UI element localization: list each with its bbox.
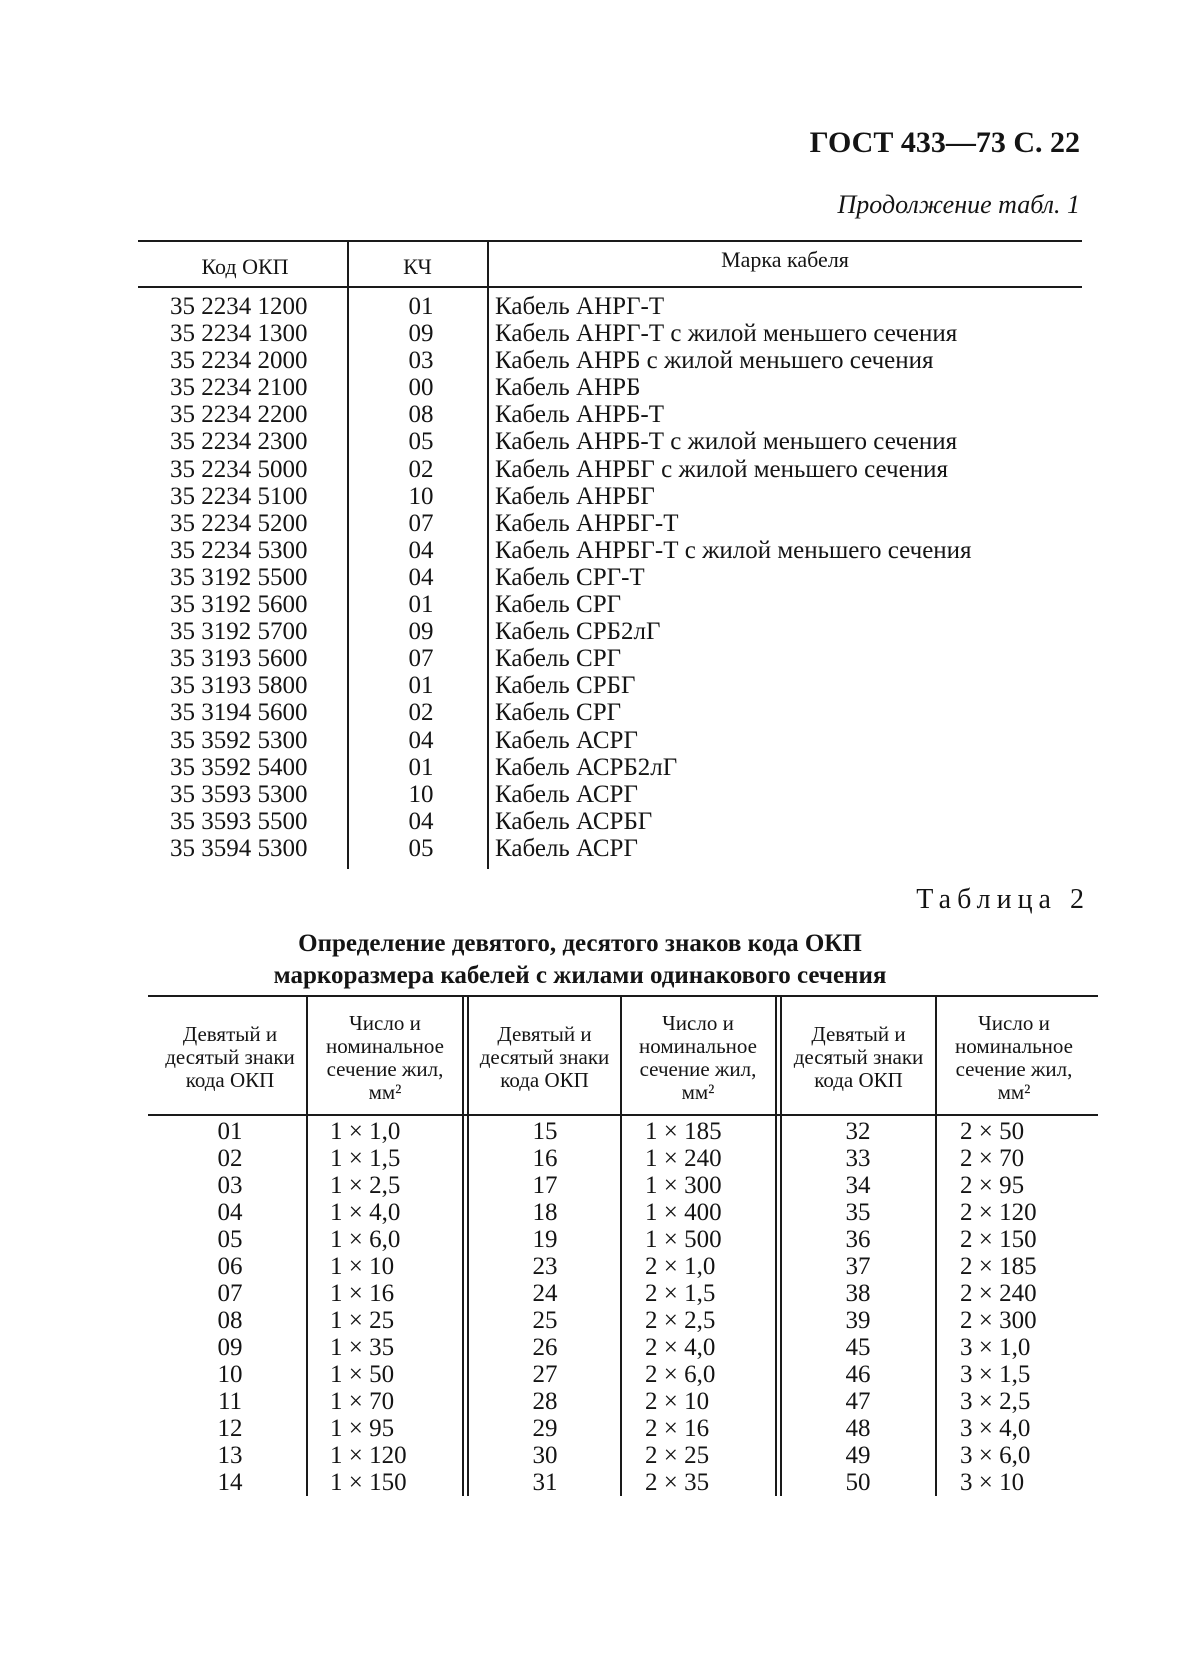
table2-value-cell: 2 × 35 (645, 1469, 710, 1496)
table1-kch-cell: 03 (408, 347, 434, 375)
table2-group-divider-2a (775, 996, 777, 1496)
table2-digits-cell: 28 (532, 1388, 558, 1415)
table2-digits-cell: 01 (217, 1118, 243, 1145)
table2-digits-cell: 04 (217, 1199, 243, 1226)
table2-value-cell: 1 × 240 (645, 1145, 722, 1172)
table1-kch-cell: 01 (408, 753, 434, 781)
table1-row (140, 672, 1080, 699)
table2-value-cell: 1 × 50 (330, 1361, 395, 1388)
table1-row (140, 483, 1080, 510)
table1-kch-cell: 04 (408, 563, 434, 591)
table2-group-divider-1a (462, 996, 464, 1496)
table1-row (140, 320, 1080, 347)
table2-value-cell: 1 × 4,0 (330, 1199, 401, 1226)
table1-top-rule (138, 240, 1082, 242)
table2-value-cell: 2 × 95 (960, 1172, 1025, 1199)
table1-code-cell: 35 2234 2200 (170, 401, 308, 429)
table1-mark-cell: Кабель АНРГ-Т с жилой меньшего сечения (495, 320, 958, 348)
table2-digits-cell: 31 (532, 1469, 558, 1496)
table2-value-cell: 2 × 120 (960, 1199, 1037, 1226)
table1-row (140, 293, 1080, 320)
table2-header-value-1: Число и номинальное сечение жил, мм² (326, 1010, 444, 1104)
table1-header-mark: Марка кабеля (721, 247, 849, 272)
table1-kch-cell: 04 (408, 536, 434, 564)
table2-value-cell: 1 × 25 (330, 1307, 395, 1334)
table1-kch-cell: 01 (408, 672, 434, 700)
table1-row (140, 510, 1080, 537)
table1-code-cell: 35 3194 5600 (170, 699, 308, 727)
table2-value-cell: 1 × 185 (645, 1118, 722, 1145)
table1-row (140, 808, 1080, 835)
table2-digits-cell: 12 (217, 1415, 243, 1442)
table1-kch-cell: 01 (408, 591, 434, 619)
table2-value-cell: 2 × 16 (645, 1415, 710, 1442)
table1-mark-cell: Кабель СРБ2лГ (495, 618, 661, 646)
table2-value-cell: 2 × 6,0 (645, 1361, 716, 1388)
table1-row (140, 456, 1080, 483)
table1-mark-cell: Кабель СРБГ (495, 672, 636, 700)
table1-code-cell: 35 3592 5300 (170, 726, 308, 754)
table1-mark-cell: Кабель АНРБ-Т с жилой меньшего сечения (495, 428, 958, 456)
table1-mark-cell: Кабель АНРБГ-Т (495, 509, 679, 537)
table2-digits-cell: 39 (845, 1307, 871, 1334)
table2-digits-cell: 18 (532, 1199, 558, 1226)
table1-row (140, 699, 1080, 726)
table1-row (140, 428, 1080, 455)
table2-title-line1: Определение девятого, десятого знаков кода ОКП (298, 930, 862, 957)
table2-divider-1 (306, 996, 308, 1496)
table2-digits-cell: 48 (845, 1415, 871, 1442)
table2-digits-cell: 09 (217, 1334, 243, 1361)
table2-value-cell: 3 × 6,0 (960, 1442, 1031, 1469)
table1-code-cell: 35 2234 2100 (170, 374, 308, 402)
table2-value-cell: 2 × 25 (645, 1442, 710, 1469)
table2-header-value-2: Число и номинальное сечение жил, мм² (639, 1010, 757, 1104)
table2-value-cell: 1 × 95 (330, 1415, 395, 1442)
table2-digits-cell: 38 (845, 1280, 871, 1307)
table1-code-cell: 35 3193 5800 (170, 672, 308, 700)
table1-code-cell: 35 2234 1200 (170, 293, 308, 320)
table2-digits-cell: 08 (217, 1307, 243, 1334)
table2-digits-cell: 24 (532, 1280, 558, 1307)
table1-header-rule (138, 286, 1082, 288)
table1-code-cell: 35 3192 5600 (170, 591, 308, 619)
table1-code-cell: 35 2234 5200 (170, 509, 308, 537)
table2-group3-values (960, 1118, 1085, 1496)
table2-group3-digits (818, 1118, 898, 1496)
table-continuation-label: Продолжение табл. 1 (837, 190, 1080, 219)
table2-value-cell: 2 × 2,5 (645, 1307, 716, 1334)
table1-mark-cell: Кабель АНРБГ-Т с жилой меньшего сечения (495, 536, 972, 564)
table1-code-cell: 35 2234 5300 (170, 536, 308, 564)
table2-digits-cell: 46 (845, 1361, 871, 1388)
table2-digits-cell: 32 (845, 1118, 871, 1145)
table2-label: Таблица 2 (916, 884, 1090, 915)
page-reference: ГОСТ 433—73 С. 22 (809, 126, 1080, 159)
table1-row (140, 374, 1080, 401)
table2-digits-cell: 26 (532, 1334, 558, 1361)
table2-value-cell: 1 × 70 (330, 1388, 395, 1415)
table2-group1-digits (190, 1118, 270, 1496)
table2-value-cell: 3 × 10 (960, 1469, 1025, 1496)
table2-group2-digits (505, 1118, 585, 1496)
table2-digits-cell: 33 (845, 1145, 871, 1172)
table2-digits-cell: 47 (845, 1388, 871, 1415)
table1-row (140, 537, 1080, 564)
table1-mark-cell: Кабель АНРБГ с жилой меньшего сечения (495, 455, 948, 483)
table1-code-cell: 35 3192 5700 (170, 618, 308, 646)
table1-code-cell: 35 3593 5300 (170, 780, 308, 808)
table2-value-cell: 1 × 300 (645, 1172, 722, 1199)
table1-code-cell: 35 2234 5000 (170, 455, 308, 483)
table2-value-cell: 2 × 50 (960, 1118, 1025, 1145)
table2-digits-cell: 19 (532, 1226, 558, 1253)
table1-kch-cell: 04 (408, 726, 434, 754)
table2-group1-values (330, 1118, 460, 1496)
table2-digits-cell: 29 (532, 1415, 558, 1442)
table2-value-cell: 1 × 120 (330, 1442, 407, 1469)
table1-code-cell: 35 3192 5500 (170, 563, 308, 591)
table1-row (140, 591, 1080, 618)
table1-row (140, 754, 1080, 781)
table1-row (140, 347, 1080, 374)
table2-value-cell: 2 × 1,5 (645, 1280, 716, 1307)
table1-code-cell: 35 3193 5600 (170, 645, 308, 673)
table1-kch-cell: 02 (408, 699, 434, 727)
table2-digits-cell: 49 (845, 1442, 871, 1469)
table1-mark-cell: Кабель АНРБГ (495, 482, 655, 510)
table2-digits-cell: 37 (845, 1253, 871, 1280)
table1-mark-cell: Кабель АНРГ-Т (495, 293, 665, 320)
table1-row (140, 618, 1080, 645)
table2-value-cell: 1 × 2,5 (330, 1172, 401, 1199)
table2-digits-cell: 11 (217, 1388, 243, 1415)
table1-mark-cell: Кабель СРГ (495, 591, 622, 619)
table2-digits-cell: 30 (532, 1442, 558, 1469)
table2-digits-cell: 25 (532, 1307, 558, 1334)
table1-mark-cell: Кабель СРГ (495, 699, 622, 727)
table2-divider-2 (620, 996, 622, 1496)
table2-digits-cell: 17 (532, 1172, 558, 1199)
table2-value-cell: 1 × 10 (330, 1253, 395, 1280)
table2-group-divider-2b (780, 996, 782, 1496)
table2-value-cell: 1 × 500 (645, 1226, 722, 1253)
table2-digits-cell: 05 (217, 1226, 243, 1253)
table2-digits-cell: 45 (845, 1334, 871, 1361)
table2-group2-values (645, 1118, 775, 1496)
table1-kch-cell: 07 (408, 509, 434, 537)
table2-digits-cell: 14 (217, 1469, 243, 1496)
table2-digits-cell: 35 (845, 1199, 871, 1226)
table1-mark-cell: Кабель АСРБ2лГ (495, 753, 678, 781)
table2-title (180, 928, 980, 992)
table1-row (140, 727, 1080, 754)
table2-digits-cell: 10 (217, 1361, 243, 1388)
table2-value-cell: 2 × 4,0 (645, 1334, 716, 1361)
table1-kch-cell: 09 (408, 618, 434, 646)
table1-code-cell: 35 3592 5400 (170, 753, 308, 781)
table2-group-divider-1b (467, 996, 469, 1496)
table2-title-line2: маркоразмера кабелей с жилами одинакового сечения (273, 962, 887, 989)
table1-kch-cell: 00 (408, 374, 434, 402)
table1-mark-cell: Кабель АНРБ (495, 374, 641, 402)
table1-mark-cell: Кабель АСРБГ (495, 807, 653, 835)
table1-code-cell: 35 3593 5500 (170, 807, 308, 835)
table2-value-cell: 3 × 1,0 (960, 1334, 1031, 1361)
table2-header-digits-3: Девятый и десятый знаки кода ОКП (793, 1022, 924, 1092)
table1-row (140, 401, 1080, 428)
table2-value-cell: 2 × 70 (960, 1145, 1025, 1172)
table2-digits-cell: 06 (217, 1253, 243, 1280)
table1-kch-cell: 10 (408, 780, 434, 808)
table1-mark-cell: Кабель АСРГ (495, 780, 638, 808)
table2-divider-3 (935, 996, 937, 1496)
table1-kch-cell: 04 (408, 807, 434, 835)
table2-header-digits-1: Девятый и десятый знаки кода ОКП (165, 1022, 295, 1092)
table1-row (140, 645, 1080, 672)
table1-header-code: Код ОКП (201, 254, 289, 279)
table2-value-cell: 2 × 150 (960, 1226, 1037, 1253)
table2-digits-cell: 36 (845, 1226, 871, 1253)
table1-kch-cell: 05 (408, 428, 434, 456)
table2-digits-cell: 15 (532, 1118, 558, 1145)
table2-value-cell: 1 × 1,0 (330, 1118, 401, 1145)
table1-body (140, 293, 1080, 862)
table1-kch-cell: 05 (408, 834, 434, 862)
table2-value-cell: 3 × 4,0 (960, 1415, 1031, 1442)
table2-value-cell: 1 × 16 (330, 1280, 395, 1307)
table1-mark-cell: Кабель СРГ-Т (495, 563, 645, 591)
table2-digits-cell: 02 (217, 1145, 243, 1172)
table2-value-cell: 1 × 6,0 (330, 1226, 401, 1253)
table1-row (140, 564, 1080, 591)
table1-kch-cell: 01 (408, 293, 434, 320)
table1-header-kch: КЧ (403, 254, 432, 279)
table2-digits-cell: 13 (217, 1442, 243, 1469)
table1-kch-cell: 09 (408, 320, 434, 348)
table2-value-cell: 2 × 300 (960, 1307, 1037, 1334)
table2-value-cell: 3 × 1,5 (960, 1361, 1031, 1388)
table1-code-cell: 35 2234 5100 (170, 482, 308, 510)
table2-value-cell: 3 × 2,5 (960, 1388, 1031, 1415)
table2-value-cell: 1 × 150 (330, 1469, 407, 1496)
table1-code-cell: 35 2234 1300 (170, 320, 308, 348)
table2-header-digits-2: Девятый и десятый знаки кода ОКП (479, 1022, 610, 1092)
table2-digits-cell: 27 (532, 1361, 558, 1388)
table2-header-value-3: Число и номинальное сечение жил, мм² (955, 1010, 1073, 1104)
table2-digits-cell: 07 (217, 1280, 243, 1307)
table2-value-cell: 2 × 1,0 (645, 1253, 716, 1280)
table1-mark-cell: Кабель АСРГ (495, 726, 638, 754)
table2-digits-cell: 23 (532, 1253, 558, 1280)
table1-mark-cell: Кабель АСРГ (495, 834, 638, 862)
table2-digits-cell: 34 (845, 1172, 871, 1199)
table1-code-cell: 35 3594 5300 (170, 834, 308, 862)
table1-row (140, 835, 1080, 862)
table2-top-rule (148, 995, 1098, 997)
table1-kch-cell: 08 (408, 401, 434, 429)
table1-mark-cell: Кабель АНРБ с жилой меньшего сечения (495, 347, 934, 375)
table2-value-cell: 2 × 185 (960, 1253, 1037, 1280)
table1-kch-cell: 02 (408, 455, 434, 483)
table1-kch-cell: 07 (408, 645, 434, 673)
table1-code-cell: 35 2234 2300 (170, 428, 308, 456)
table1-mark-cell: Кабель АНРБ-Т (495, 401, 665, 429)
table2-digits-cell: 16 (532, 1145, 558, 1172)
table2-digits-cell: 50 (845, 1469, 871, 1496)
table1-mark-cell: Кабель СРГ (495, 645, 622, 673)
table1-row (140, 781, 1080, 808)
table2-value-cell: 1 × 1,5 (330, 1145, 401, 1172)
table2-digits-cell: 03 (217, 1172, 243, 1199)
table1-code-cell: 35 2234 2000 (170, 347, 308, 375)
table2-value-cell: 1 × 35 (330, 1334, 395, 1361)
table2-value-cell: 1 × 400 (645, 1199, 722, 1226)
table1-kch-cell: 10 (408, 482, 434, 510)
table2-value-cell: 2 × 10 (645, 1388, 710, 1415)
table2-value-cell: 2 × 240 (960, 1280, 1037, 1307)
